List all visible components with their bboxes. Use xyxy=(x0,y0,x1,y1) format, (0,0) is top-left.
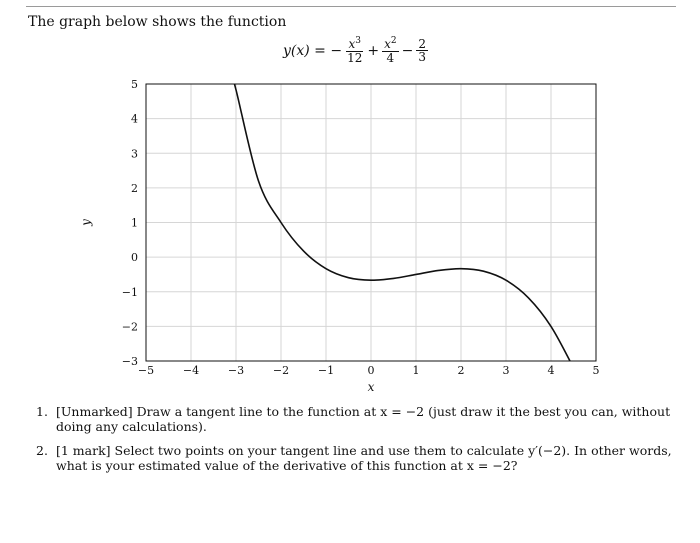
y-tick-label: −3 xyxy=(121,355,138,368)
x-tick-label: 5 xyxy=(592,364,600,377)
intro-text: The graph below shows the function xyxy=(28,14,287,30)
x-tick-label: −3 xyxy=(227,364,245,377)
x-tick-label: −4 xyxy=(182,364,200,377)
equation-op-minus: − xyxy=(401,42,414,59)
y-tick-label: 3 xyxy=(131,147,138,161)
question-2: 2. [1 mark] Select two points on your tangent line and use them to calculate y′(−2). In other words, what is your estimated value of the derivative of this function at x = −2? xyxy=(36,443,672,473)
y-tick-label: 4 xyxy=(131,112,138,126)
question-1: 1. [Unmarked] Draw a tangent line to the function at x = −2 (just draw it the best you can, without doing any calculations). xyxy=(36,404,671,434)
x-tick-label: −1 xyxy=(317,364,335,377)
term-2-over-3: $\frac{2}{3}$ xyxy=(418,36,426,65)
x-tick-label: 0 xyxy=(367,364,375,377)
x-tick-label: −5 xyxy=(137,364,155,377)
equation-op-plus: + xyxy=(367,42,380,59)
y-tick-label: 2 xyxy=(131,181,138,195)
y-tick-label: 5 xyxy=(131,78,138,91)
y-tick-label: −2 xyxy=(121,320,138,334)
y-tick-label: −1 xyxy=(121,285,138,299)
x-tick-label: 4 xyxy=(547,364,555,377)
x-tick-label: 2 xyxy=(457,364,465,377)
x-tick-label: 3 xyxy=(502,364,510,377)
y-axis-label: y xyxy=(79,219,93,226)
term-x3-over-12: $\frac{x^3}{12}$ xyxy=(347,36,363,65)
question-list xyxy=(36,404,676,482)
equation-lhs: y(x) = − xyxy=(283,42,343,59)
x-axis-label: x xyxy=(367,380,375,394)
x-tick-label: 1 xyxy=(412,364,420,377)
function-curve xyxy=(232,77,588,396)
y-tick-label: 1 xyxy=(131,216,138,230)
y-tick-label: 0 xyxy=(131,251,138,265)
term-x2-over-4: $\frac{x^2}{4}$ xyxy=(384,36,397,65)
x-tick-label: −2 xyxy=(272,364,290,377)
